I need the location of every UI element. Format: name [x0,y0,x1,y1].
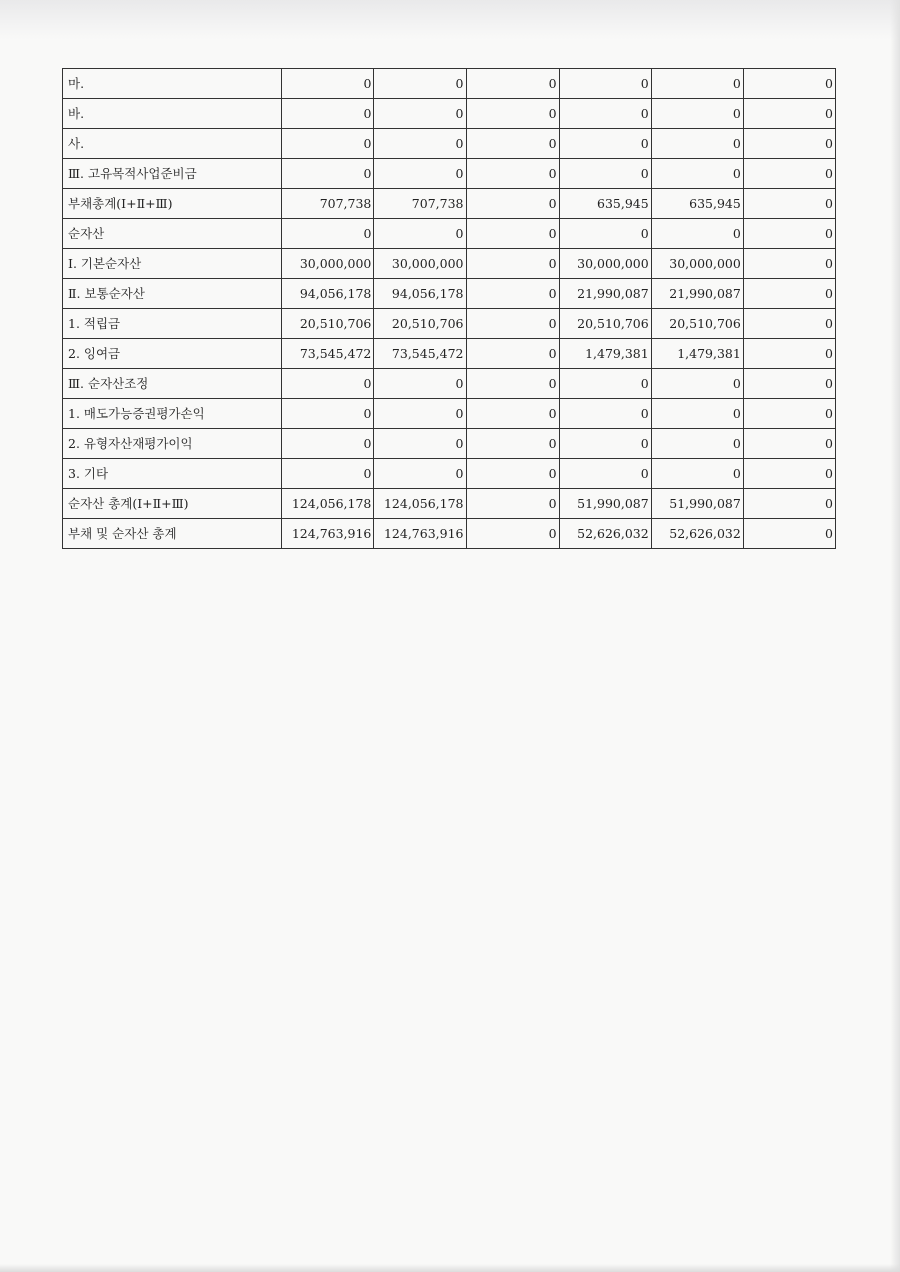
value-cell: 0 [466,249,559,279]
value-cell: 21,990,087 [559,279,651,309]
value-cell: 0 [282,159,374,189]
row-label: 순자산 총계(Ⅰ+Ⅱ+Ⅲ) [63,489,282,519]
value-cell: 0 [559,129,651,159]
value-cell: 0 [282,99,374,129]
row-label: 2. 잉여금 [63,339,282,369]
value-cell: 0 [466,309,559,339]
scan-shadow-top [0,0,900,40]
table-row [63,399,836,429]
value-cell: 0 [374,459,466,489]
value-cell: 0 [743,189,835,219]
value-cell: 0 [466,339,559,369]
table-row [63,129,836,159]
value-cell: 0 [374,99,466,129]
value-cell: 0 [743,339,835,369]
value-cell: 0 [559,399,651,429]
value-cell: 0 [466,69,559,99]
table-row [63,309,836,339]
value-cell: 0 [559,219,651,249]
value-cell: 124,056,178 [282,489,374,519]
row-label: 순자산 [63,219,282,249]
table-row [63,189,836,219]
scan-shadow-bottom [0,1264,900,1272]
balance-sheet-table [62,68,836,549]
value-cell: 0 [374,219,466,249]
value-cell: 0 [743,309,835,339]
value-cell: 0 [282,219,374,249]
table-row [63,99,836,129]
value-cell: 635,945 [559,189,651,219]
table-row [63,339,836,369]
row-label: 3. 기타 [63,459,282,489]
value-cell: 94,056,178 [282,279,374,309]
value-cell: 0 [282,429,374,459]
value-cell: 0 [466,99,559,129]
value-cell: 30,000,000 [282,249,374,279]
value-cell: 20,510,706 [651,309,743,339]
value-cell: 0 [466,459,559,489]
row-label: Ⅲ. 고유목적사업준비금 [63,159,282,189]
value-cell: 0 [466,219,559,249]
row-label: 바. [63,99,282,129]
table-body [63,69,836,549]
value-cell: 73,545,472 [374,339,466,369]
value-cell: 0 [466,399,559,429]
row-label: 부채총계(Ⅰ+Ⅱ+Ⅲ) [63,189,282,219]
value-cell: 0 [282,129,374,159]
table-row [63,369,836,399]
table-row [63,69,836,99]
value-cell: 0 [651,159,743,189]
value-cell: 30,000,000 [374,249,466,279]
value-cell: 0 [466,189,559,219]
value-cell: 0 [651,399,743,429]
value-cell: 0 [466,429,559,459]
value-cell: 73,545,472 [282,339,374,369]
value-cell: 0 [374,69,466,99]
table-row [63,459,836,489]
value-cell: 707,738 [282,189,374,219]
value-cell: 1,479,381 [651,339,743,369]
value-cell: 0 [559,159,651,189]
value-cell: 0 [466,519,559,549]
value-cell: 0 [374,129,466,159]
value-cell: 0 [743,69,835,99]
value-cell: 0 [559,429,651,459]
value-cell: 52,626,032 [559,519,651,549]
value-cell: 0 [743,219,835,249]
value-cell: 0 [466,279,559,309]
value-cell: 0 [282,459,374,489]
value-cell: 0 [282,369,374,399]
value-cell: 0 [651,459,743,489]
table-row [63,159,836,189]
value-cell: 0 [282,399,374,429]
value-cell: 0 [743,159,835,189]
value-cell: 30,000,000 [559,249,651,279]
value-cell: 0 [743,489,835,519]
row-label: Ⅲ. 순자산조정 [63,369,282,399]
value-cell: 707,738 [374,189,466,219]
value-cell: 0 [466,369,559,399]
value-cell: 635,945 [651,189,743,219]
value-cell: 1,479,381 [559,339,651,369]
table-row [63,249,836,279]
value-cell: 0 [466,159,559,189]
value-cell: 0 [559,99,651,129]
value-cell: 30,000,000 [651,249,743,279]
value-cell: 51,990,087 [559,489,651,519]
value-cell: 0 [466,129,559,159]
value-cell: 20,510,706 [374,309,466,339]
value-cell: 0 [651,219,743,249]
value-cell: 0 [743,459,835,489]
row-label: 마. [63,69,282,99]
table-row [63,489,836,519]
value-cell: 0 [743,519,835,549]
value-cell: 52,626,032 [651,519,743,549]
value-cell: 0 [651,429,743,459]
value-cell: 0 [374,159,466,189]
value-cell: 0 [743,399,835,429]
value-cell: 124,763,916 [374,519,466,549]
value-cell: 0 [559,369,651,399]
value-cell: 0 [651,99,743,129]
value-cell: 0 [743,129,835,159]
table-row [63,219,836,249]
scan-shadow-right [890,0,900,1272]
value-cell: 0 [559,69,651,99]
value-cell: 0 [743,429,835,459]
value-cell: 0 [374,399,466,429]
value-cell: 0 [374,369,466,399]
value-cell: 0 [651,129,743,159]
value-cell: 124,763,916 [282,519,374,549]
table-row [63,519,836,549]
row-label: Ⅱ. 보통순자산 [63,279,282,309]
value-cell: 94,056,178 [374,279,466,309]
value-cell: 0 [743,99,835,129]
value-cell: 0 [559,459,651,489]
row-label: 1. 적립금 [63,309,282,339]
value-cell: 21,990,087 [651,279,743,309]
value-cell: 51,990,087 [651,489,743,519]
value-cell: 20,510,706 [282,309,374,339]
value-cell: 0 [743,369,835,399]
row-label: Ⅰ. 기본순자산 [63,249,282,279]
value-cell: 20,510,706 [559,309,651,339]
value-cell: 124,056,178 [374,489,466,519]
table-row [63,429,836,459]
row-label: 1. 매도가능증권평가손익 [63,399,282,429]
value-cell: 0 [282,69,374,99]
row-label: 사. [63,129,282,159]
value-cell: 0 [651,69,743,99]
value-cell: 0 [743,279,835,309]
row-label: 2. 유형자산재평가이익 [63,429,282,459]
value-cell: 0 [743,249,835,279]
row-label: 부채 및 순자산 총계 [63,519,282,549]
table-row [63,279,836,309]
value-cell: 0 [374,429,466,459]
value-cell: 0 [651,369,743,399]
value-cell: 0 [466,489,559,519]
